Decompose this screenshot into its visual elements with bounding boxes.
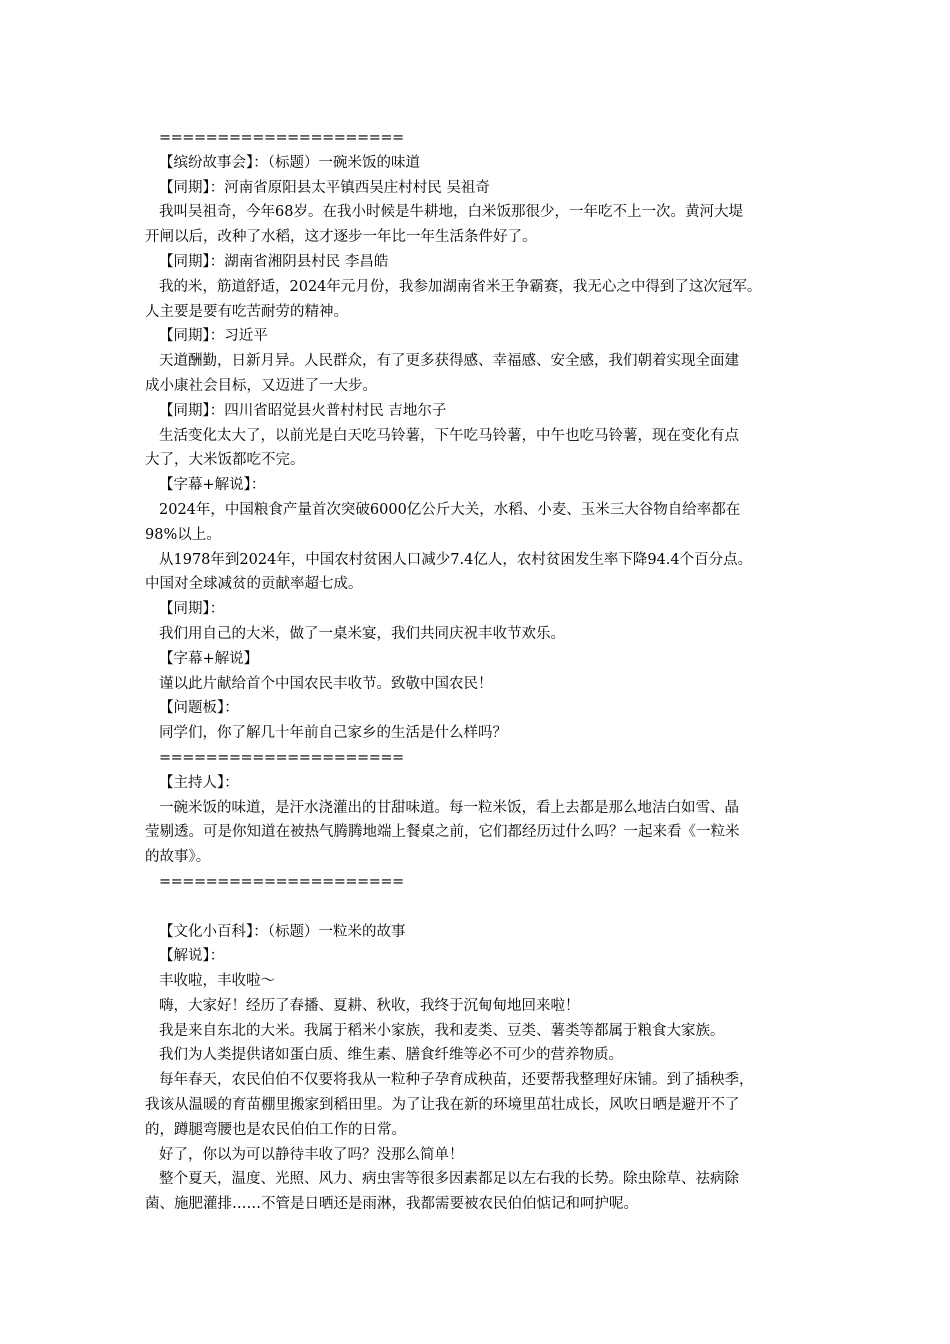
section-heading: 【缤纷故事会】：（标题）一碗米饭的味道 [159,154,420,171]
paragraph-line: 成小康社会目标，又迈进了一大步。 [145,377,377,394]
section-label: 【字幕+解说】 [159,650,259,667]
section-label: 【主持人】： [159,774,239,791]
blank-line [145,895,813,920]
paragraph-line: 98%以上。 [145,526,221,543]
section-label: 【解说】： [159,948,225,965]
paragraph-line: 莹剔透。可是你知道在被热气腾腾地端上餐桌之前，它们都经历过什么吗？一起来看《一粒米 [145,824,740,841]
paragraph-line: 谨以此片献给首个中国农民丰收节。致敬中国农民！ [159,675,493,692]
paragraph-line: 中国对全球减贫的贡献率超七成。 [145,576,363,593]
paragraph-line: 菌、施肥灌排……不管是日晒还是雨淋，我都需要被农民伯伯惦记和呵护呢。 [145,1196,638,1213]
paragraph-line: 我们为人类提供诸如蛋白质、维生素、膳食纤维等必不可少的营养物质。 [159,1047,623,1064]
section-label: 【字幕+解说】： [159,477,266,494]
paragraph-line: 我们用自己的大米，做了一桌米宴，我们共同庆祝丰收节欢乐。 [159,625,565,642]
document-page [145,126,813,1217]
paragraph-line: 丰收啦，丰收啦～ [159,973,275,990]
paragraph-line: 好了，你以为可以静待丰收了吗？没那么简单！ [159,1146,464,1163]
section-heading: 【文化小百科】：（标题）一粒米的故事 [159,923,406,940]
paragraph-line: 我该从温暖的育苗棚里搬家到稻田里。为了让我在新的环境里茁壮成长，风吹日晒是避开不了 [145,1097,740,1114]
paragraph-line: 从1978年到2024年，中国农村贫困人口减少7.4亿人，农村贫困发生率下降94.4个百分点。 [159,551,753,568]
paragraph-line: 同学们，你了解几十年前自己家乡的生活是什么样吗？ [159,725,507,742]
paragraph-line: 开闸以后，改种了水稻，这才逐步一年比一年生活条件好了。 [145,229,537,246]
paragraph-line: 天道酬勤，日新月异。人民群众，有了更多获得感、幸福感、安全感，我们朝着实现全面建 [159,353,739,370]
paragraph-line: 每年春天，农民伯伯不仅要将我从一粒种子孕育成秧苗，还要帮我整理好床铺。到了插秧季， [159,1072,754,1089]
paragraph-line: 的，蹲腿弯腰也是农民伯伯工作的日常。 [145,1121,406,1138]
speaker-label: 【同期】： [159,601,225,618]
paragraph-line: 嗨，大家好！经历了春播、夏耕、秋收，我终于沉甸甸地回来啦！ [159,997,580,1014]
paragraph-line: 整个夏天，温度、光照、风力、病虫害等很多因素都足以左右我的长势。除虫除草、祛病除 [159,1171,739,1188]
speaker-label: 【同期】：四川省昭觉县火普村村民 吉地尔子 [159,402,447,419]
speaker-label: 【同期】：湖南省湘阴县村民 李昌皓 [159,253,389,270]
paragraph-line: 的故事》。 [145,849,211,866]
paragraph-line: 我叫吴祖奇，今年68岁。在我小时候是牛耕地，白米饭那很少，一年吃不上一次。黄河大堤 [159,204,743,221]
paragraph-line: 2024年，中国粮食产量首次突破6000亿公斤大关，水稻、小麦、玉米三大谷物自给率都在 [159,501,741,518]
separator-line: ===================== [159,873,404,890]
paragraph-line: 我是来自东北的大米。我属于稻米小家族，我和麦类、豆类、薯类等都属于粮食大家族。 [159,1022,725,1039]
separator-line: ===================== [159,130,404,146]
separator-line: ===================== [159,749,404,766]
paragraph-line: 一碗米饭的味道，是汗水浇灌出的甘甜味道。每一粒米饭，看上去都是那么地洁白如雪、晶 [159,799,739,816]
paragraph-line: 生活变化太大了，以前光是白天吃马铃薯，下午吃马铃薯，中午也吃马铃薯，现在变化有点 [159,427,739,444]
speaker-label: 【同期】：习近平 [159,328,268,345]
paragraph-line: 我的米，筋道舒适，2024年元月份，我参加湖南省米王争霸赛，我无心之中得到了这次冠军。 [159,278,762,295]
paragraph-line: 人主要是要有吃苦耐劳的精神。 [145,303,348,320]
paragraph-line: 大了，大米饭都吃不完。 [145,452,305,469]
speaker-label: 【同期】：河南省原阳县太平镇西吴庄村村民 吴祖奇 [159,179,490,196]
section-label: 【问题板】： [159,700,239,717]
